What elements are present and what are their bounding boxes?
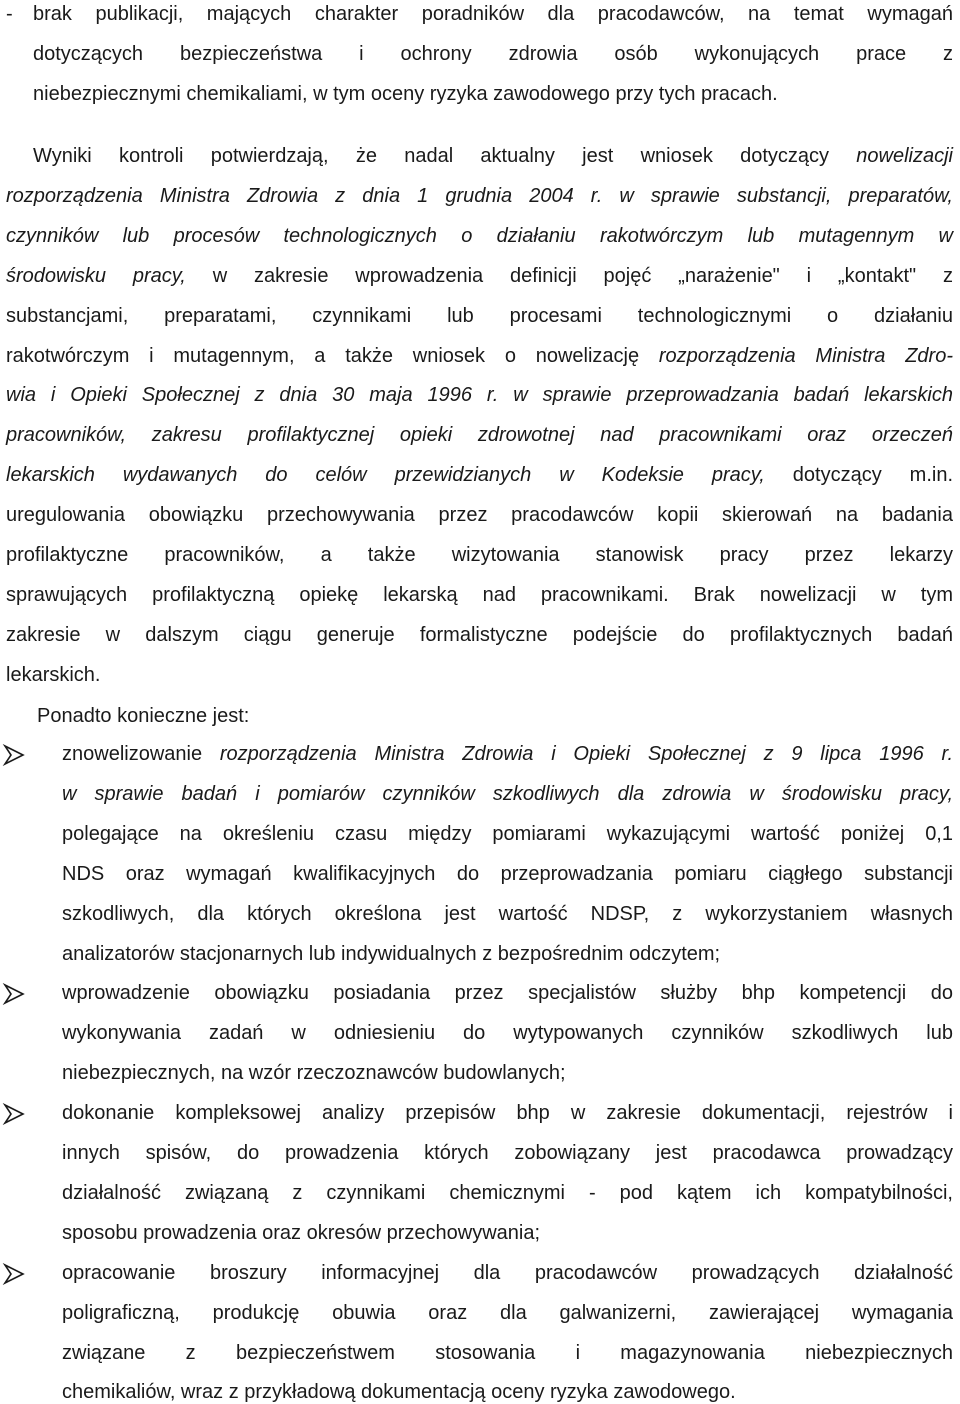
text-line <box>62 862 953 886</box>
italic-text: w sprawie badań i pomiarów czynników szkodliwych dla zdrowia w środowisku pracy, <box>62 782 953 805</box>
text-line <box>62 981 953 1005</box>
text-segment: wykonywania zadań w odniesieniu do wytypowanych czynników szkodliwych lub <box>62 1022 953 1045</box>
italic-text: rozporządzenia Ministra Zdrowia i Opieki Społecznej z 9 lipca 1996 r. <box>219 743 954 765</box>
text-line <box>62 1061 566 1085</box>
arrowhead-bullet-icon <box>2 1263 26 1285</box>
text-line <box>62 1141 953 1165</box>
text-line <box>6 264 953 288</box>
text-segment: niebezpiecznych, na wzór rzeczoznawców budowlanych; <box>62 1062 566 1085</box>
arrowhead-bullet-icon <box>2 983 26 1005</box>
intro-text: Ponadto konieczne jest: <box>37 705 250 727</box>
text-line <box>6 383 953 407</box>
italic-text: wia i Opieki Społecznej z dnia 30 maja 1996 r. w sprawie przeprowadzania badań lekarskich <box>6 384 953 407</box>
text-segment: profilaktyczne pracowników, a także wizytowania stanowisk pracy przez lekarzy <box>6 544 953 566</box>
text-segment: substancjami, preparatami, czynnikami lub procesami technologicznymi o działaniu <box>6 304 953 327</box>
text-line <box>62 1261 953 1285</box>
text-segment: chemikaliów, wraz z przykładową dokumentacją oceny ryzyka zawodowego. <box>62 1381 736 1404</box>
text-segment: dokonanie kompleksowej analizy przepisów bhp w zakresie dokumentacji, rejestrów i <box>62 1102 953 1125</box>
text-line <box>6 583 953 607</box>
text-segment: dotyczący m.in. <box>764 464 953 487</box>
text-segment: dotyczących bezpieczeństwa i ochrony zdrowia osób wykonujących prace z <box>33 42 953 65</box>
italic-text: nowelizacji <box>856 145 953 167</box>
text-segment: analizatorów stacjonarnych lub indywidualnych z bezpośrednim odczytem; <box>62 942 721 965</box>
text-line <box>6 623 953 647</box>
text-line <box>62 742 953 766</box>
text-line <box>33 82 778 106</box>
italic-text: rozporządzenia Ministra Zdro- <box>658 344 953 367</box>
text-segment: wprowadzenie obowiązku posiadania przez specjalistów służby bhp kompetencji do <box>62 982 953 1005</box>
arrowhead-bullet-icon <box>2 744 26 766</box>
italic-text: pracowników, zakresu profilaktycznej opieki zdrowotnej nad pracownikami oraz orzeczeń <box>6 424 953 447</box>
text-line <box>62 1341 953 1365</box>
text-line <box>62 1101 953 1125</box>
text-line <box>6 304 953 328</box>
text-line <box>62 1181 953 1205</box>
text-segment: opracowanie broszury informacyjnej dla pracodawców prowadzących działalność <box>62 1261 953 1284</box>
text-segment: polegające na określeniu czasu między pomiarami wykazującymi wartość poniżej 0,1 <box>62 822 953 845</box>
text-segment: Wyniki kontroli potwierdzają, że nadal aktualny jest wniosek dotyczący <box>33 145 857 167</box>
italic-text: środowisku pracy, <box>6 264 186 287</box>
text-line <box>6 463 953 487</box>
italic-text: czynników lub procesów technologicznych o działaniu rakotwórczym lub mutagennym w <box>6 224 953 247</box>
text-line <box>62 1301 953 1325</box>
text-segment: znowelizowanie <box>62 743 220 765</box>
text-segment: sposobu prowadzenia oraz okresów przechowywania; <box>62 1221 541 1244</box>
text-line <box>62 902 953 926</box>
text-line <box>62 782 953 806</box>
dash-bullet: - <box>6 3 13 25</box>
text-line <box>6 184 953 208</box>
text-line <box>62 822 953 846</box>
text-line <box>6 503 953 527</box>
text-segment: w zakresie wprowadzenia definicji pojęć „narażenie" i „kontakt" z <box>185 264 953 287</box>
text-segment: lekarskich. <box>6 663 101 686</box>
text-segment: uregulowania obowiązku przechowywania przez pracodawców kopii skierowań na badania <box>6 504 953 527</box>
text-segment: niebezpiecznymi chemikaliami, w tym oceny ryzyka zawodowego przy tych pracach. <box>33 82 778 105</box>
italic-text: rozporządzenia Ministra Zdrowia z dnia 1 grudnia 2004 r. w sprawie substancji, preparatów, <box>6 184 953 207</box>
italic-text: lekarskich wydawanych do celów przewidzianych w Kodeksie pracy, <box>6 464 765 487</box>
arrowhead-bullet-icon <box>2 1103 26 1125</box>
text-segment: brak publikacji, mających charakter poradników dla pracodawców, na temat wymagań <box>33 3 953 25</box>
text-line <box>6 224 953 248</box>
text-line <box>6 344 953 368</box>
text-segment: rakotwórczym i mutagennym, a także wniosek o nowelizację <box>6 344 659 367</box>
text-line <box>33 42 953 66</box>
text-line <box>6 663 100 687</box>
text-segment: NDS oraz wymagań kwalifikacyjnych do przeprowadzania pomiaru ciągłego substancji <box>62 862 953 885</box>
text-segment: innych spisów, do prowadzenia których zobowiązany jest pracodawca prowadzący <box>62 1142 953 1164</box>
text-line <box>33 144 953 168</box>
text-line <box>62 1380 736 1404</box>
text-line <box>62 942 720 966</box>
text-line <box>6 543 953 567</box>
text-segment: poligraficzną, produkcję obuwia oraz dla galwanizerni, zawierającej wymagania <box>62 1301 953 1324</box>
text-segment: związane z bezpieczeństwem stosowania i magazynowania niebezpiecznych <box>62 1341 953 1364</box>
text-segment: zakresie w dalszym ciągu generuje formalistyczne podejście do profilaktycznych badań <box>6 623 953 646</box>
text-line <box>6 423 953 447</box>
text-line <box>62 1021 953 1045</box>
text-segment: działalność związaną z czynnikami chemicznymi - pod kątem ich kompatybilności, <box>62 1181 953 1204</box>
text-line <box>33 2 953 26</box>
text-segment: szkodliwych, dla których określona jest wartość NDSP, z wykorzystaniem własnych <box>62 902 953 925</box>
text-segment: sprawujących profilaktyczną opiekę lekarską nad pracownikami. Brak nowelizacji w tym <box>6 583 953 606</box>
text-line <box>62 1221 540 1245</box>
